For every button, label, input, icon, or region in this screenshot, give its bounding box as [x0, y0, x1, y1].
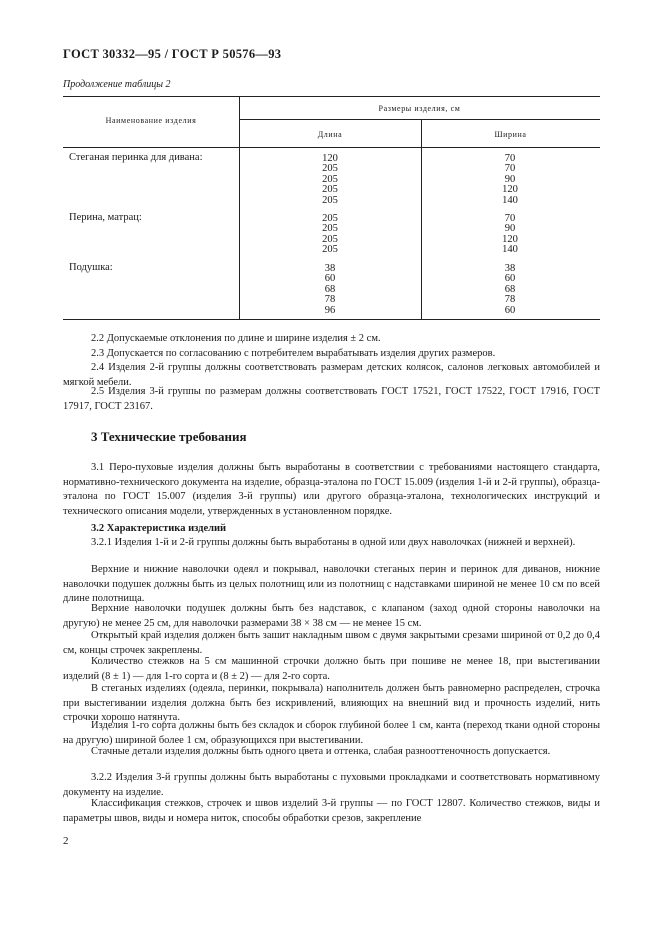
col-header-width: Ширина	[494, 130, 527, 139]
paragraph-first-grade: Изделия 1-го сорта должны быть без складок и сборок глубиной более 1 см, канта (переход ткани одной стороны на другую) шириной более 1 см, образующихся при выстегивании.	[63, 720, 600, 746]
paragraph-2-4: 2.4 Изделия 2-й группы должны соответствовать размерам детских колясок, салонов легковых автомобилей и мягкой мебели.	[63, 362, 600, 388]
table-row-width: 38 60 68 78 60	[504, 263, 516, 316]
section-3-title: 3 Технические требования	[91, 429, 247, 444]
paragraph-classification: Классификация стежков, строчек и швов изделий 3-й группы — по ГОСТ 12807. Количество стежков, виды и параметры швов, виды и номера ниток, способы обработки срезов, закрепление	[63, 798, 600, 824]
paragraph-3-2-2: 3.2.2 Изделия 3-й группы должны быть выработаны с пуховыми прокладками и соответствовать нормативному документу на изделие.	[63, 772, 600, 798]
table-row-length: 38 60 68 78 96	[324, 263, 336, 316]
col-header-length: Длина	[317, 130, 343, 139]
paragraph-2-5: 2.5 Изделия 3-й группы по размерам должны соответствовать ГОСТ 17521, ГОСТ 17522, ГОСТ 17916, ГОСТ 17917, ГОСТ 23167.	[63, 386, 600, 412]
col-header-name: Наименование изделия	[105, 116, 197, 125]
paragraph-quilted: В стеганых изделиях (одеяла, перинки, покрывала) наполнитель должен быть равномерно распределен, строчка при выстегивании изделия должна быть без искривлений, влияющих на внешний вид и прочность изделий, нить строчки хорошо натянута.	[63, 683, 600, 724]
paragraph-pillow-covers: Верхние наволочки подушек должны быть без надставок, с клапаном (заход одной стороны наволочки на другую) не менее 25 см, для наволочки размерами 38 × 38 см — не менее 15 см.	[63, 603, 600, 629]
paragraph-3-1: 3.1 Перо-пуховые изделия должны быть выработаны в соответствии с требованиями настоящего стандарта, нормативно-технического документа на изделие, образца-эталона по ГОСТ 15.009 (изделия 1-й и 2-й группы), образца-эталона по ГОСТ 15.007 (изделия 3-й группы) или другого образца-эталона, технологических инструкций и технического описания модели, утвержденных в установленном порядке.	[63, 462, 600, 517]
table-row-length: 120 205 205 205 205	[322, 153, 338, 206]
table-row-name: Стеганая перинка для дивана:	[69, 152, 203, 163]
paragraph-3-2-heading: 3.2 Характеристика изделий	[91, 523, 227, 534]
paragraph-2-2: 2.2 Допускаемые отклонения по длине и ширине изделия ± 2 см.	[91, 333, 381, 344]
paragraph-stitch-count: Количество стежков на 5 см машинной строчки должно быть при пошиве не менее 18, при выстегивании изделий (8 ± 1) — для 1-го сорта и (8 ± 2) — для 2-го сорта.	[63, 656, 600, 682]
paragraph-2-3: 2.3 Допускается по согласованию с потребителем вырабатывать изделия других размеров.	[91, 348, 496, 359]
document-header: ГОСТ 30332—95 / ГОСТ Р 50576—93	[63, 47, 282, 61]
table-row-length: 205 205 205 205	[322, 213, 338, 256]
size-table	[63, 96, 600, 320]
paragraph-covers: Верхние и нижние наволочки одеял и покрывал, наволочки стеганых перин и перинок для диванов, нижние наволочки подушек должны быть из целых полотнищ или из полотнищ с надставками шириной не менее 10 см по всей длине полотнища.	[63, 564, 600, 605]
table-row-width: 70 70 90 120 140	[502, 153, 518, 206]
paragraph-seam-details: Стачные детали изделия должны быть одного цвета и оттенка, слабая разнооттеночность допускается.	[91, 746, 551, 757]
table-row-name: Перина, матрац:	[69, 212, 142, 223]
paragraph-3-2-1: 3.2.1 Изделия 1-й и 2-й группы должны быть выработаны в одной или двух наволочках (нижней и верхней).	[91, 537, 576, 548]
table-continuation-label: Продолжение таблицы 2	[63, 79, 171, 90]
paragraph-open-edge: Открытый край изделия должен быть зашит накладным швом с двумя закрытыми срезами шириной от 0,2 до 0,4 см, концы строчек закреплены.	[63, 630, 600, 656]
table-row-name: Подушка:	[69, 262, 113, 273]
col-header-sizes: Размеры изделия, см	[378, 104, 461, 113]
table-row-width: 70 90 120 140	[502, 213, 518, 256]
page-number: 2	[63, 835, 69, 847]
